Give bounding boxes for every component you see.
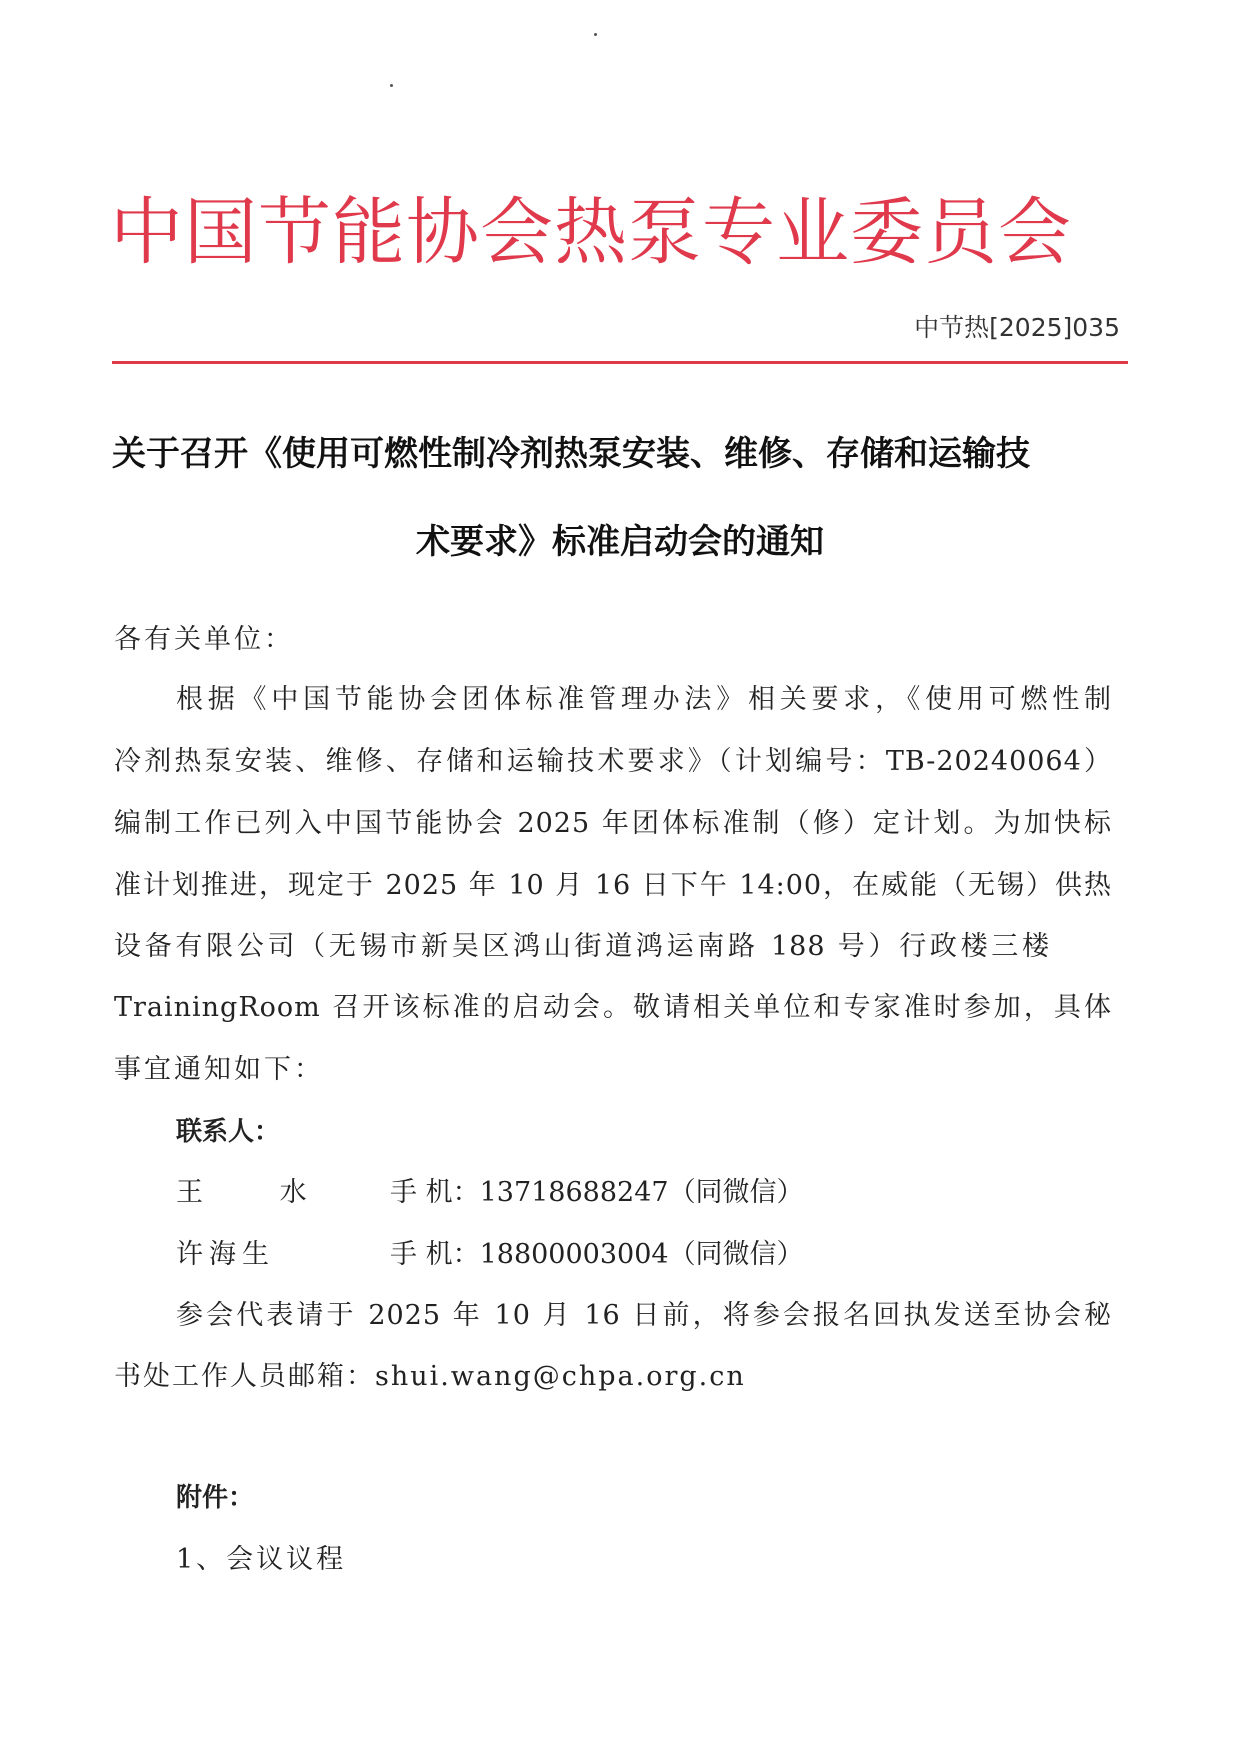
scan-speck xyxy=(390,84,393,87)
registration-line: 书处工作人员邮箱：shui.wang@chpa.org.cn xyxy=(114,1361,746,1392)
notice-title-line-1: 关于召开《使用可燃性制冷剂热泵安装、维修、存储和运输技 xyxy=(112,434,1030,474)
document-number: 中节热[2025]035 xyxy=(914,313,1120,342)
contact-row xyxy=(176,1175,804,1211)
phone-label: 手 机： xyxy=(390,1239,480,1270)
contact-name: 王 水 xyxy=(176,1177,341,1208)
phone-label: 手 机： xyxy=(390,1177,480,1208)
contact-heading: 联系人： xyxy=(176,1117,281,1147)
body-line: TrainingRoom 召开该标准的启动会。敬请相关单位和专家准时参加，具体 xyxy=(114,992,1112,1023)
body-line: 根据《中国节能协会团体标准管理办法》相关要求，《使用可燃性制 xyxy=(176,684,1112,715)
attachment-heading: 附件： xyxy=(176,1483,255,1513)
salutation: 各有关单位： xyxy=(114,624,294,655)
contact-name: 许海生 xyxy=(176,1239,275,1270)
attachment-item: 1、会议议程 xyxy=(176,1544,347,1575)
phone-number: 18800003004 xyxy=(479,1239,669,1270)
contact-row xyxy=(176,1237,804,1273)
phone-number: 13718688247 xyxy=(479,1177,669,1208)
contact-note: （同微信） xyxy=(668,1177,804,1208)
contact-note: （同微信） xyxy=(668,1239,804,1270)
body-line: 设备有限公司（无锡市新吴区鸿山街道鸿运南路 188 号）行政楼三楼 xyxy=(114,931,1050,962)
body-line: 冷剂热泵安装、维修、存储和运输技术要求》（计划编号：TB-20240064） xyxy=(114,746,1112,777)
organization-letterhead: 中国节能协会热泵专业委员会 xyxy=(110,190,1072,275)
header-divider xyxy=(112,361,1128,364)
body-line: 编制工作已列入中国节能协会 2025 年团体标准制（修）定计划。为加快标 xyxy=(114,808,1112,839)
notice-title-line-2: 术要求》标准启动会的通知 xyxy=(416,522,824,562)
body-line: 事宜通知如下： xyxy=(114,1054,324,1085)
scan-speck xyxy=(594,33,597,36)
registration-line: 参会代表请于 2025 年 10 月 16 日前，将参会报名回执发送至协会秘 xyxy=(176,1300,1112,1331)
body-line: 准计划推进，现定于 2025 年 10 月 16 日下午 14:00，在威能（无锡）供热 xyxy=(114,870,1112,901)
